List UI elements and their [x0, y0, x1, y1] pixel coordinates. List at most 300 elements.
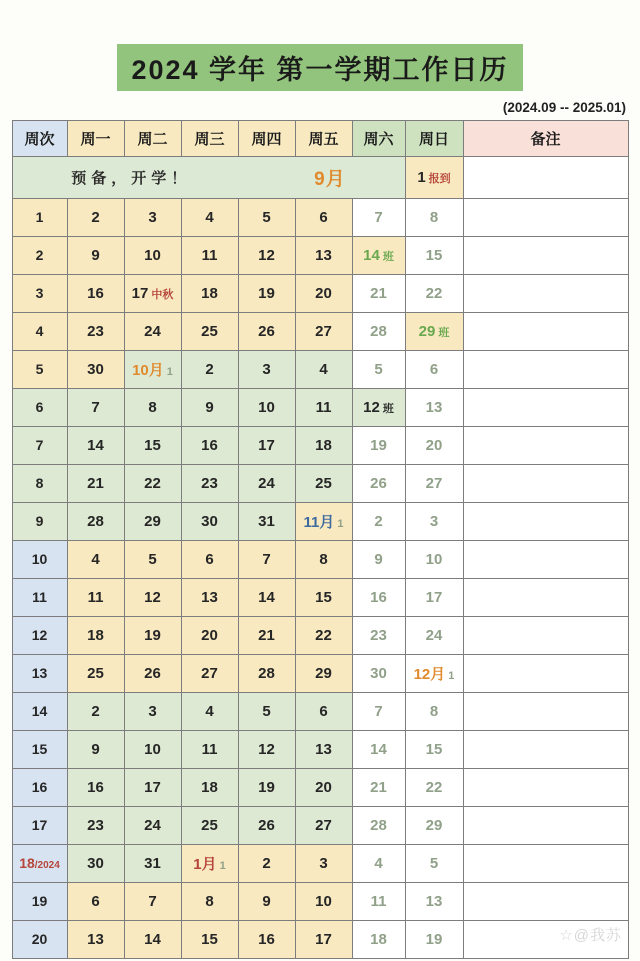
- cell-text: 24: [144, 816, 161, 834]
- calendar-day: [352, 655, 405, 693]
- cell-text: 21: [87, 474, 104, 492]
- calendar-day: [124, 579, 181, 617]
- cell-text: 10: [425, 550, 443, 568]
- calendar-day: [405, 731, 463, 769]
- calendar-day: [67, 199, 124, 237]
- cell-text: 29: [144, 512, 161, 530]
- cell-text: 6: [319, 208, 328, 226]
- calendar-day: [67, 693, 124, 731]
- calendar-table: [12, 120, 629, 959]
- cell-text: /2024: [34, 859, 60, 871]
- calendar-day: [295, 693, 352, 731]
- cell-text: 2: [35, 246, 44, 263]
- calendar-day: [238, 883, 295, 921]
- calendar-day: [67, 389, 124, 427]
- calendar-day: [352, 427, 405, 465]
- cell-text: 3: [148, 702, 157, 720]
- cell-text: 4: [35, 322, 44, 339]
- calendar-day: [295, 541, 352, 579]
- remark-cell: [463, 807, 628, 845]
- remark-cell: [463, 351, 628, 389]
- calendar-day: [405, 769, 463, 807]
- cell-text: 20: [425, 436, 443, 454]
- cell-text: 30: [87, 854, 104, 872]
- calendar-day: [352, 845, 405, 883]
- cell-text: 9: [91, 740, 100, 758]
- calendar-day: [124, 921, 181, 959]
- calendar-day: [67, 807, 124, 845]
- cell-text: 27: [425, 474, 443, 492]
- cell-text: 19: [144, 626, 161, 644]
- remark-cell: [463, 731, 628, 769]
- cell-text: 6: [35, 398, 44, 415]
- calendar-day: [405, 655, 463, 693]
- calendar-day: [67, 845, 124, 883]
- cell-text: 13: [201, 588, 218, 606]
- cell-text: 5: [35, 360, 44, 377]
- cell-text: 4: [319, 360, 328, 378]
- cell-text: 15: [425, 740, 443, 758]
- week-number: [12, 465, 67, 503]
- calendar-day: [67, 731, 124, 769]
- cell-text: 11月: [303, 514, 335, 531]
- calendar-day: [181, 655, 238, 693]
- calendar-day: [352, 237, 405, 275]
- calendar-day: [405, 883, 463, 921]
- page-title: 2024 学年 第一学期工作日历: [117, 44, 522, 91]
- cell-text: 19: [370, 436, 387, 454]
- calendar-day: [238, 807, 295, 845]
- cell-text: 4: [91, 550, 100, 568]
- cell-text: 6: [205, 550, 214, 568]
- calendar-day: [352, 275, 405, 313]
- cell-text: 19: [31, 892, 48, 909]
- calendar-day: [238, 427, 295, 465]
- calendar-day: [124, 731, 181, 769]
- cell-text: 6: [319, 702, 328, 720]
- calendar-day: [405, 237, 463, 275]
- calendar-day: [124, 617, 181, 655]
- cell-text: 8: [319, 550, 328, 568]
- remark-cell: [463, 465, 628, 503]
- week-row-2: [12, 237, 628, 275]
- remark-cell: [463, 921, 628, 959]
- cell-text: 4: [205, 208, 214, 226]
- cell-text: 5: [429, 854, 439, 872]
- cell-text: 13: [31, 664, 48, 681]
- calendar-day: [238, 237, 295, 275]
- cell-text: 3: [35, 284, 44, 301]
- cell-text: 22: [425, 284, 443, 302]
- remark-cell: [463, 427, 628, 465]
- cell-text: 22: [425, 778, 443, 796]
- cell-text: 11: [32, 588, 47, 605]
- cell-text: 27: [315, 322, 332, 340]
- calendar-day: [295, 313, 352, 351]
- cell-text: 14: [87, 436, 104, 454]
- calendar-day: [124, 807, 181, 845]
- calendar-day: [295, 199, 352, 237]
- calendar-day: [295, 351, 352, 389]
- calendar-day: [238, 275, 295, 313]
- calendar-day: [238, 389, 295, 427]
- header-row: [12, 121, 628, 157]
- cell-text: 18: [19, 854, 35, 871]
- cell-text: 23: [87, 816, 104, 834]
- cell-text: 12: [31, 626, 48, 643]
- calendar-day: [295, 579, 352, 617]
- calendar-day: [295, 237, 352, 275]
- cell-text: 26: [258, 816, 275, 834]
- calendar-day: [238, 503, 295, 541]
- cell-text: 12: [258, 740, 275, 758]
- week-number: [12, 579, 67, 617]
- cell-text: 13: [425, 892, 443, 910]
- cell-text: 14: [258, 588, 275, 606]
- calendar-day: [405, 579, 463, 617]
- cell-text: 20: [31, 930, 48, 947]
- remark-cell: [463, 541, 628, 579]
- calendar-day: [238, 579, 295, 617]
- calendar-day: [295, 389, 352, 427]
- calendar-day: [181, 693, 238, 731]
- calendar-day: [67, 541, 124, 579]
- date-range-subtitle: (2024.09 -- 2025.01): [502, 100, 626, 115]
- cell-text: 1: [417, 168, 426, 186]
- week-number: [12, 769, 67, 807]
- cell-text: 3: [429, 512, 439, 530]
- calendar-day: [295, 807, 352, 845]
- calendar-day: [181, 275, 238, 313]
- cell-text: 18: [201, 284, 218, 302]
- cell-text: 27: [201, 664, 218, 682]
- column-header-day5: 周五: [295, 121, 352, 157]
- week-number: [12, 921, 67, 959]
- week-row-20: [12, 921, 628, 959]
- cell-text: 8: [429, 702, 439, 720]
- remark-cell: [463, 313, 628, 351]
- cell-text: 11: [201, 246, 218, 264]
- week-number: [12, 313, 67, 351]
- cell-text: 17: [258, 436, 275, 454]
- calendar-day: [238, 199, 295, 237]
- cell-text: 6: [429, 360, 439, 378]
- cell-text: 21: [258, 626, 275, 644]
- cell-text: 10: [315, 892, 332, 910]
- calendar-day: [124, 655, 181, 693]
- calendar-day: [405, 275, 463, 313]
- calendar-day: [124, 845, 181, 883]
- cell-text: 15: [144, 436, 161, 454]
- cell-text: 25: [201, 322, 218, 340]
- cell-text: 8: [35, 474, 44, 491]
- remark-cell: [463, 769, 628, 807]
- cell-text: 15: [31, 740, 48, 757]
- cell-text: 7: [91, 398, 100, 416]
- cell-text: 24: [144, 322, 161, 340]
- cell-text: 2: [262, 854, 271, 872]
- cell-text: 11: [370, 892, 387, 910]
- column-header-day2: 周二: [124, 121, 181, 157]
- calendar-day: [181, 883, 238, 921]
- week-number: [12, 275, 67, 313]
- cell-text: 16: [370, 588, 387, 606]
- cell-text: 18: [315, 436, 332, 454]
- week-number: [12, 693, 67, 731]
- calendar-day: [405, 921, 463, 959]
- cell-text: 班: [382, 402, 394, 415]
- calendar-day: [352, 351, 405, 389]
- cell-text: 28: [370, 816, 387, 834]
- cell-text: 22: [144, 474, 161, 492]
- september-banner-row: [12, 157, 628, 199]
- calendar-day: [352, 693, 405, 731]
- calendar-day: [238, 655, 295, 693]
- calendar-day: [295, 921, 352, 959]
- calendar-day: [295, 465, 352, 503]
- cell-text: 2: [205, 360, 214, 378]
- calendar-day: [352, 389, 405, 427]
- week-number: [12, 351, 67, 389]
- cell-text: 20: [315, 778, 332, 796]
- calendar-day: [238, 351, 295, 389]
- week-row-7: [12, 427, 628, 465]
- week-number: [12, 237, 67, 275]
- cell-text: 14: [363, 246, 380, 264]
- cell-text: 7: [35, 436, 44, 453]
- remark-cell: [463, 655, 628, 693]
- cell-text: 17: [315, 930, 332, 948]
- cell-text: 25: [315, 474, 332, 492]
- week-row-14: [12, 693, 628, 731]
- cell-text: 2: [91, 208, 100, 226]
- cell-text: 16: [31, 778, 48, 795]
- cell-text: 5: [148, 550, 157, 568]
- calendar-day: [67, 313, 124, 351]
- cell-text: 12月: [413, 666, 446, 683]
- cell-text: 13: [425, 398, 443, 416]
- remark-cell: [463, 693, 628, 731]
- cell-text: 3: [262, 360, 271, 378]
- cell-text: 26: [258, 322, 275, 340]
- cell-text: 16: [87, 284, 104, 302]
- calendar-day: [181, 465, 238, 503]
- week-row-17: [12, 807, 628, 845]
- remark-cell: [463, 157, 628, 199]
- week-row-18: [12, 845, 628, 883]
- calendar-day: [295, 617, 352, 655]
- remark-cell: [463, 503, 628, 541]
- calendar-day: [181, 769, 238, 807]
- calendar-day: [405, 313, 463, 351]
- week-row-6: [12, 389, 628, 427]
- week-row-15: [12, 731, 628, 769]
- week-row-12: [12, 617, 628, 655]
- calendar-day: [352, 769, 405, 807]
- cell-text: 27: [315, 816, 332, 834]
- calendar-day: [352, 731, 405, 769]
- week-row-4: [12, 313, 628, 351]
- cell-text: 14: [144, 930, 161, 948]
- calendar-day: [405, 199, 463, 237]
- week-row-16: [12, 769, 628, 807]
- cell-text: 18: [87, 626, 104, 644]
- remark-cell: [463, 883, 628, 921]
- week-row-11: [12, 579, 628, 617]
- cell-text: 24: [425, 626, 443, 644]
- cell-text: 30: [201, 512, 218, 530]
- week-row-3: [12, 275, 628, 313]
- calendar-day: [181, 807, 238, 845]
- cell-text: 28: [370, 322, 387, 340]
- week-number: [12, 199, 67, 237]
- month-banner-cell: [12, 157, 405, 199]
- remark-cell: [463, 275, 628, 313]
- cell-text: 7: [262, 550, 271, 568]
- semester-start-label: 预备，开学！: [71, 170, 192, 187]
- calendar-day: [181, 921, 238, 959]
- calendar-day: [352, 503, 405, 541]
- calendar-day: [124, 503, 181, 541]
- cell-text: 7: [148, 892, 157, 910]
- cell-text: 9: [262, 892, 271, 910]
- cell-text: 28: [258, 664, 275, 682]
- remark-cell: [463, 389, 628, 427]
- cell-text: 28: [87, 512, 104, 530]
- week-number: [12, 389, 67, 427]
- cell-text: 12: [258, 246, 275, 264]
- calendar-day: [295, 655, 352, 693]
- week-number: [12, 503, 67, 541]
- cell-text: 3: [148, 208, 157, 226]
- calendar-day: [238, 845, 295, 883]
- cell-text: 15: [201, 930, 218, 948]
- cell-text: 10: [144, 246, 161, 264]
- calendar-day: [67, 275, 124, 313]
- calendar-day: [181, 541, 238, 579]
- calendar-day: [181, 427, 238, 465]
- calendar-day: [295, 883, 352, 921]
- week-row-1: [12, 199, 628, 237]
- cell-text: 12: [363, 398, 380, 416]
- column-header-day6: 周六: [352, 121, 405, 157]
- calendar-day: [238, 921, 295, 959]
- cell-text: 30: [87, 360, 104, 378]
- cell-text: 8: [429, 208, 439, 226]
- column-header-day4: 周四: [238, 121, 295, 157]
- cell-text: 29: [418, 322, 436, 340]
- calendar-day: [405, 389, 463, 427]
- cell-text: 23: [87, 322, 104, 340]
- cell-text: 1: [166, 366, 173, 378]
- cell-text: 2: [91, 702, 100, 720]
- cell-text: 21: [370, 778, 387, 796]
- calendar-day: [352, 617, 405, 655]
- cell-text: 11: [315, 398, 332, 416]
- remark-cell: [463, 617, 628, 655]
- calendar-day: [181, 199, 238, 237]
- cell-text: 15: [315, 588, 332, 606]
- calendar-day: [67, 237, 124, 275]
- cell-text: 15: [425, 246, 443, 264]
- calendar-day: [352, 199, 405, 237]
- week-number: [12, 427, 67, 465]
- cell-text: 12: [144, 588, 161, 606]
- week-number: [12, 807, 67, 845]
- cell-text: 2: [374, 512, 383, 530]
- cell-text: 6: [91, 892, 100, 910]
- calendar-day: [352, 807, 405, 845]
- cell-text: 1: [337, 518, 344, 530]
- cell-text: 中秋: [151, 288, 174, 301]
- cell-text: 班: [438, 326, 450, 339]
- week-number: [12, 655, 67, 693]
- cell-text: 25: [201, 816, 218, 834]
- calendar-day: [181, 237, 238, 275]
- remark-cell: [463, 199, 628, 237]
- cell-text: 班: [382, 250, 394, 263]
- watermark: ☆@我苏: [559, 927, 622, 944]
- september-month-label: 9月: [314, 169, 346, 190]
- calendar-day: [67, 427, 124, 465]
- cell-text: 19: [258, 778, 275, 796]
- cell-text: 11: [201, 740, 218, 758]
- remark-cell: [463, 237, 628, 275]
- cell-text: 31: [144, 854, 161, 872]
- calendar-day: [238, 541, 295, 579]
- cell-text: 5: [374, 360, 383, 378]
- calendar-day: [181, 845, 238, 883]
- week-number: [12, 541, 67, 579]
- calendar-day: [124, 199, 181, 237]
- cell-text: 10月: [132, 362, 164, 379]
- calendar-day: [405, 845, 463, 883]
- column-header-remark: 备注: [463, 121, 628, 157]
- cell-text: 3: [319, 854, 328, 872]
- calendar-day: [181, 617, 238, 655]
- cell-text: 13: [315, 740, 332, 758]
- cell-text: 7: [374, 208, 383, 226]
- calendar-day: [295, 769, 352, 807]
- cell-text: 18: [370, 930, 387, 948]
- cell-text: 19: [258, 284, 275, 302]
- cell-text: 30: [370, 664, 387, 682]
- calendar-day: [181, 389, 238, 427]
- calendar-day: [124, 351, 181, 389]
- cell-text: 24: [258, 474, 275, 492]
- cell-text: 8: [148, 398, 157, 416]
- cell-text: 14: [370, 740, 387, 758]
- cell-text: 26: [144, 664, 161, 682]
- calendar-day: [67, 921, 124, 959]
- calendar-day: [352, 579, 405, 617]
- cell-text: 21: [370, 284, 387, 302]
- calendar-day: [124, 389, 181, 427]
- calendar-day: [238, 769, 295, 807]
- cell-text: 1: [219, 860, 226, 872]
- week-number: [12, 617, 67, 655]
- cell-text: 9: [91, 246, 100, 264]
- calendar-day: [181, 351, 238, 389]
- calendar-day: [181, 503, 238, 541]
- calendar-day: [124, 769, 181, 807]
- cell-text: 9: [374, 550, 383, 568]
- cell-text: 29: [425, 816, 443, 834]
- cell-text: 8: [205, 892, 214, 910]
- calendar-day: [124, 693, 181, 731]
- calendar-day: [67, 503, 124, 541]
- calendar-day: [405, 465, 463, 503]
